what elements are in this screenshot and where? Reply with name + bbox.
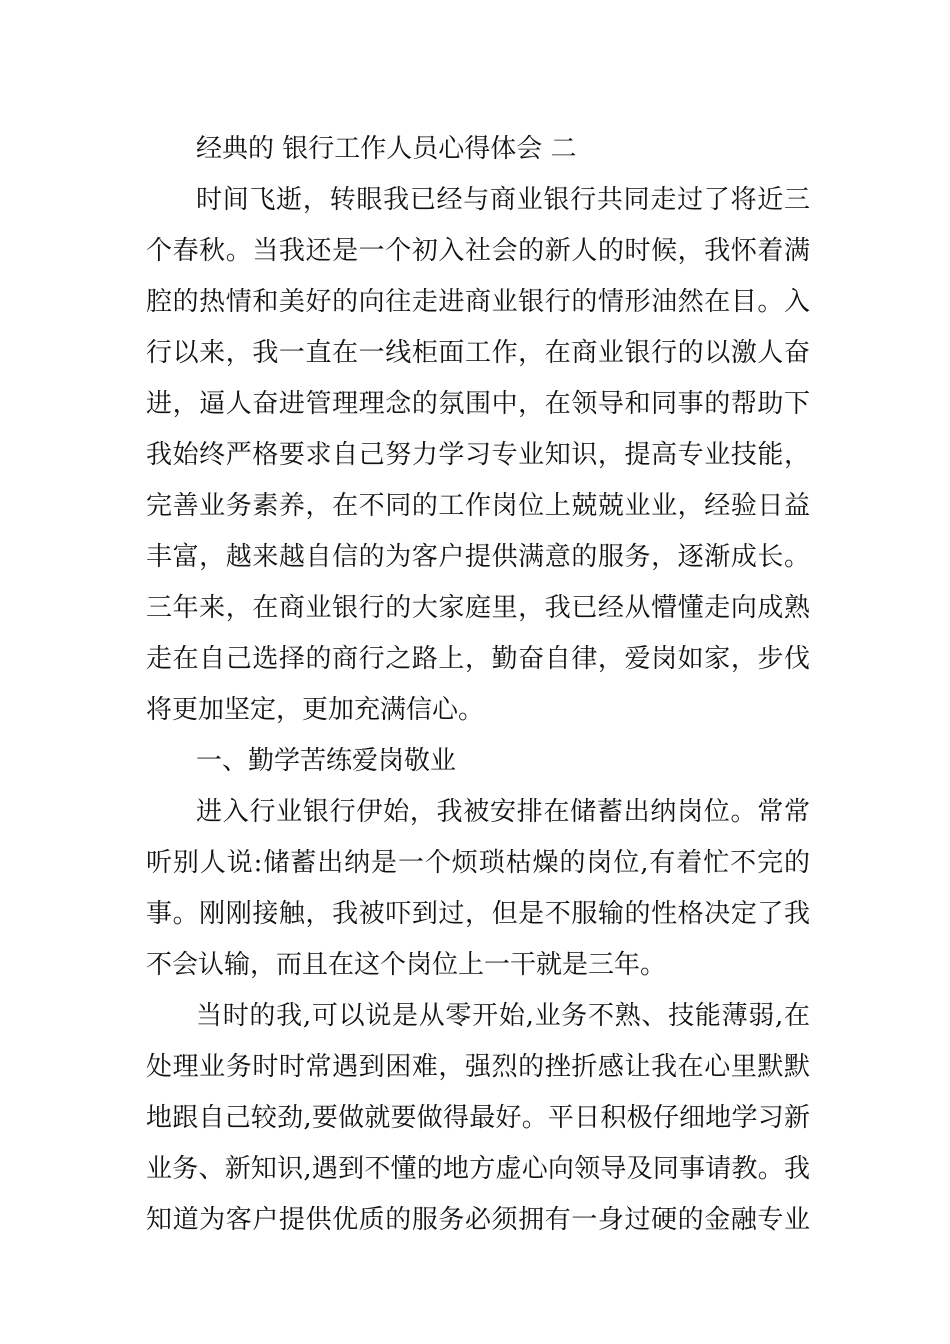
text-line: 时间飞逝，转眼我已经与商业银行共同走过了将近三 — [196, 185, 810, 215]
text-line: 三年来，在商业银行的大家庭里，我已经从懵懂走向成熟 — [146, 593, 810, 623]
section-heading: 一、勤学苦练爱岗敬业 — [196, 746, 457, 776]
text-line: 当时的我,可以说是从零开始,业务不熟、技能薄弱,在 — [196, 1001, 810, 1031]
text-line: 地跟自己较劲,要做就要做得最好。平日积极仔细地学习新 — [146, 1103, 810, 1133]
text-line: 处理业务时时常遇到困难，强烈的挫折感让我在心里默默 — [146, 1052, 810, 1082]
document-title: 经典的 银行工作人员心得体会 二 — [196, 134, 577, 164]
text-line: 将更加坚定，更加充满信心。 — [146, 695, 485, 725]
text-line: 腔的热情和美好的向往走进商业银行的情形油然在目。入 — [146, 287, 810, 317]
text-line: 丰富，越来越自信的为客户提供满意的服务，逐渐成长。 — [146, 542, 810, 572]
text-line: 进入行业银行伊始，我被安排在储蓄出纳岗位。常常 — [196, 797, 810, 827]
text-line: 完善业务素养，在不同的工作岗位上兢兢业业，经验日益 — [146, 491, 810, 521]
text-line: 业务、新知识,遇到不懂的地方虚心向领导及同事请教。我 — [146, 1154, 810, 1184]
text-line: 个春秋。当我还是一个初入社会的新人的时候，我怀着满 — [146, 236, 810, 266]
text-line: 事。刚刚接触，我被吓到过，但是不服输的性格决定了我 — [146, 899, 810, 929]
text-line: 进，逼人奋进管理理念的氛围中，在领导和同事的帮助下 — [146, 389, 810, 419]
text-line: 走在自己选择的商行之路上，勤奋自律，爱岗如家，步伐 — [146, 644, 810, 674]
text-line: 不会认输，而且在这个岗位上一干就是三年。 — [146, 950, 667, 980]
text-line: 知道为客户提供优质的服务必须拥有一身过硬的金融专业 — [146, 1205, 810, 1235]
text-line: 我始终严格要求自己努力学习专业知识，提高专业技能， — [146, 440, 810, 470]
text-line: 听别人说:储蓄出纳是一个烦琐枯燥的岗位,有着忙不完的 — [146, 848, 810, 878]
text-line: 行以来，我一直在一线柜面工作，在商业银行的以激人奋 — [146, 338, 810, 368]
